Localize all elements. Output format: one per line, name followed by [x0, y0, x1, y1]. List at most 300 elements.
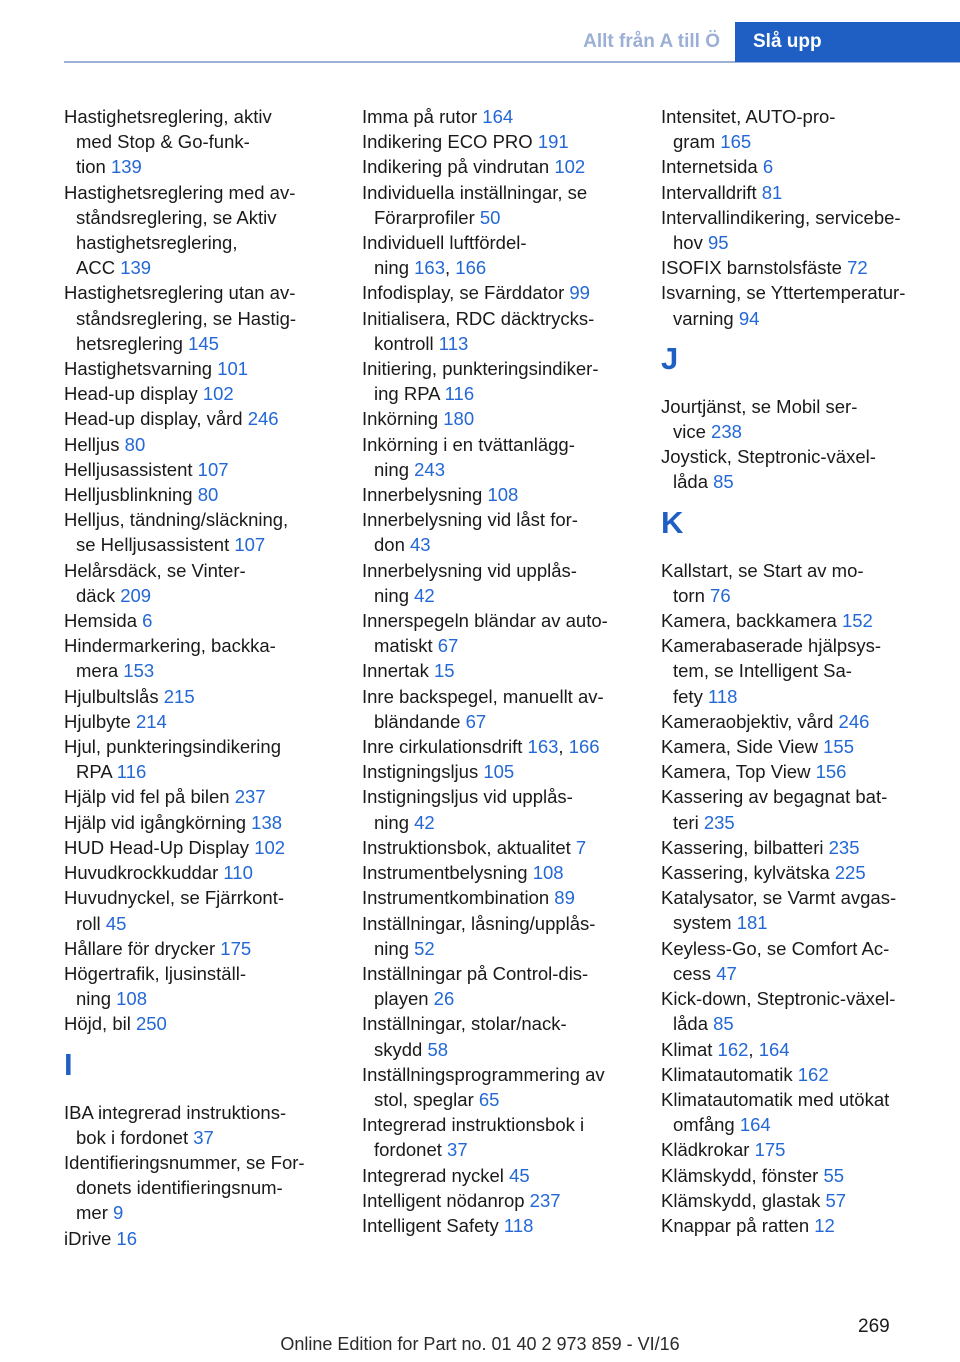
index-entry-text: iDrive	[64, 1227, 112, 1249]
index-entry-text: Innerspegeln bländar av auto-	[362, 610, 608, 632]
index-entry-text: kontroll	[374, 332, 434, 354]
page-reference-link[interactable]: 107	[197, 458, 229, 480]
index-entry-text: ning	[374, 458, 409, 480]
page-reference-link[interactable]: 175	[754, 1139, 786, 1161]
index-entry	[362, 608, 634, 658]
index-entry: Individuell luftfördel- ning 163, 166	[362, 232, 527, 279]
index-entry	[661, 1188, 951, 1213]
index-entry-text: se Helljusassistent	[76, 534, 230, 556]
index-entry	[661, 180, 951, 205]
index-entry-text: Joystick, Steptronic-växel-	[661, 446, 876, 468]
page-reference-link[interactable]: 85	[713, 471, 734, 493]
page-reference-link[interactable]: 116	[444, 383, 475, 405]
index-entry-text: Huvudnyckel, se Fjärrkont-	[64, 887, 285, 909]
index-entry-text: bok i fordonet	[76, 1126, 189, 1148]
index-entry-text: Intensitet, AUTO-pro-	[661, 106, 836, 127]
page-reference-link[interactable]: 55	[823, 1164, 845, 1186]
index-entry-text: Inställningar, stolar/nack-	[362, 1013, 567, 1035]
index-entry	[362, 432, 634, 482]
index-entry-text: Hastighetsreglering, aktiv	[64, 106, 272, 127]
page-reference-link[interactable]: 225	[834, 862, 866, 884]
index-entry-text: Infodisplay, se Färddator	[362, 282, 565, 304]
index-entry	[362, 759, 634, 784]
index-entry-text: don	[374, 534, 405, 556]
index-entry-text: fety	[673, 685, 703, 707]
page-reference-link[interactable]: 101	[217, 358, 249, 380]
index-entry-text: Initiering, punkteringsindiker-	[362, 358, 599, 380]
index-entry-text: Högertrafik, ljusinställ-	[64, 962, 246, 984]
index-entry	[362, 507, 634, 557]
page-reference-link[interactable]: 180	[443, 408, 475, 430]
index-letter-heading: J	[661, 340, 679, 376]
index-entry-text: Innerbelysning vid upplås-	[362, 559, 577, 581]
index-entry	[362, 1213, 634, 1238]
index-entry	[661, 759, 951, 784]
index-entry-text: Head-up display, vård	[64, 408, 243, 430]
index-entry	[64, 684, 336, 709]
index-entry	[64, 1150, 336, 1226]
index-entry	[362, 911, 634, 961]
index-entry	[661, 104, 951, 154]
index-entry-text: mer	[76, 1202, 108, 1224]
page-reference-link[interactable]: 108	[116, 988, 147, 1010]
index-entry	[64, 432, 336, 457]
index-entry-text: Kamera, backkamera	[661, 610, 837, 632]
index-entry	[362, 180, 634, 230]
index-entry	[64, 558, 336, 608]
index-entry-text: cess	[673, 962, 712, 984]
page-reference-link[interactable]: 76	[710, 584, 731, 606]
page-reference-link[interactable]: 166	[568, 736, 600, 758]
index-entry	[362, 835, 634, 860]
index-entry	[362, 482, 634, 507]
index-entry-text: Höjd, bil	[64, 1013, 131, 1035]
page-reference-link[interactable]: 118	[707, 685, 738, 707]
page-reference-link[interactable]: 99	[569, 282, 590, 304]
page-reference-link[interactable]: 72	[847, 257, 868, 279]
page-reference-link[interactable]: 80	[124, 433, 146, 455]
index-entry	[64, 1100, 336, 1150]
page-number: 269	[858, 1316, 890, 1337]
page-reference-link[interactable]: 107	[234, 534, 266, 556]
index-entry-text: teri	[673, 811, 699, 833]
index-entry-text: Individuella inställningar, se	[362, 181, 588, 203]
index-entry	[661, 885, 951, 935]
page-reference-link[interactable]: 52	[414, 937, 435, 959]
index-entry	[362, 406, 634, 431]
index-entry-text: ing RPA	[374, 383, 440, 405]
page-reference-link[interactable]: 81	[761, 181, 783, 203]
index-entry-text: Klädkrokar	[661, 1139, 750, 1161]
page-reference-link[interactable]: 238	[711, 421, 742, 443]
index-entry	[661, 860, 951, 885]
page-reference-link[interactable]: 237	[234, 786, 266, 808]
page-reference-link[interactable]: 163	[414, 257, 445, 279]
index-entry	[64, 810, 336, 835]
index-entry	[64, 457, 336, 482]
index-entry	[362, 280, 634, 305]
index-entry	[64, 709, 336, 734]
index-entry-text: omfång	[673, 1114, 735, 1136]
page-reference-link[interactable]: 58	[427, 1038, 449, 1060]
index-entry	[661, 255, 951, 280]
page-reference-link[interactable]: 113	[438, 332, 469, 354]
index-letter-heading: I	[64, 1046, 73, 1082]
page-reference-link[interactable]: 164	[739, 1114, 771, 1136]
index-entry	[64, 860, 336, 885]
index-entry	[64, 734, 336, 784]
index-entry	[64, 280, 336, 356]
index-entry-text: ISOFIX barnstolsfäste	[661, 257, 842, 279]
index-entry-text: gram	[673, 131, 716, 153]
index-entry-text: Hjulbultslås	[64, 685, 159, 707]
index-column-1	[64, 104, 336, 1251]
index-entry-text: Helljusblinkning	[64, 484, 193, 506]
page-reference-link[interactable]: 165	[720, 131, 752, 153]
index-entry-text: Initialisera, RDC däcktrycks-	[362, 307, 595, 329]
index-entry-text: Integrerad nyckel	[362, 1164, 504, 1186]
page-reference-link[interactable]: 12	[814, 1214, 835, 1236]
index-entry-text: Klämskydd, glastak	[661, 1189, 821, 1211]
index-entry-text: Imma på rutor	[362, 106, 478, 127]
index-entry	[661, 1062, 951, 1087]
page-reference-link[interactable]: 7	[575, 836, 587, 858]
index-entry	[661, 280, 951, 330]
index-entry-text: system	[673, 912, 732, 934]
page-reference-link[interactable]: 6	[762, 156, 774, 178]
index-entry-text: torn	[673, 584, 705, 606]
page-reference-link[interactable]: 85	[713, 1013, 734, 1035]
page-reference-link[interactable]: 215	[163, 685, 195, 707]
page-reference-link[interactable]: 102	[202, 383, 234, 405]
index-entry-text: Inkörning i en tvättanlägg-	[362, 433, 575, 455]
page-reference-link[interactable]: 235	[703, 811, 735, 833]
index-entry-text: Instrumentkombination	[362, 887, 550, 909]
index-entry-text: låda	[673, 1013, 708, 1035]
index-entry-text: Hastighetsreglering med av-	[64, 181, 296, 203]
index-entry	[64, 961, 336, 1011]
page-reference-link[interactable]: 95	[707, 232, 729, 254]
header-tab[interactable]: Slå upp	[735, 22, 960, 62]
page-reference-link[interactable]: 42	[414, 584, 435, 606]
index-entry-text: tem, se Intelligent Sa-	[673, 660, 852, 682]
page-reference-link[interactable]: 102	[254, 836, 286, 858]
index-entry	[64, 936, 336, 961]
index-entry-text: Indikering på vindrutan	[362, 156, 550, 178]
index-entry-text: Instruktionsbok, aktualitet	[362, 836, 571, 858]
index-entry	[661, 154, 951, 179]
page-reference-link[interactable]: 105	[483, 761, 515, 783]
page-reference-link[interactable]: 164	[758, 1038, 790, 1060]
index-entry	[64, 104, 336, 180]
page-reference-link[interactable]: 89	[554, 887, 575, 909]
index-entry-text: Hjälp vid igångkörning	[64, 811, 247, 833]
index-entry	[362, 558, 634, 608]
page-reference-link[interactable]: 94	[738, 307, 760, 329]
index-entry-text: Kassering av begagnat bat-	[661, 786, 888, 808]
index-entry-text: däck	[76, 584, 116, 606]
index-entry-text: HUD Head-Up Display	[64, 836, 250, 858]
index-entry	[362, 154, 634, 179]
index-entry-text: låda	[673, 471, 708, 493]
index-entry-text: Hjul, punkteringsindikering	[64, 736, 281, 758]
index-entry-text: Inre cirkulationsdrift	[362, 736, 523, 758]
page-reference-link[interactable]: 110	[223, 862, 253, 884]
index-entry-text: ståndsreglering, se Aktiv	[76, 206, 277, 228]
index-entry-text: Inställningar på Control-dis-	[362, 962, 589, 984]
index-entry-text: Innerbelysning vid låst for-	[362, 509, 578, 531]
index-entry	[64, 835, 336, 860]
index-entry	[64, 633, 336, 683]
page-reference-link[interactable]: 57	[825, 1189, 847, 1211]
index-entry	[661, 709, 951, 734]
index-entry	[661, 205, 951, 255]
index-entry-text: bländande	[374, 710, 461, 732]
index-entry-text: Head-up display	[64, 383, 198, 405]
page-reference-link[interactable]: 118	[503, 1214, 534, 1236]
page-reference-link[interactable]: 156	[815, 761, 847, 783]
footer-edition: Online Edition for Part no. 01 40 2 973 859 - VI/16	[280, 1334, 680, 1354]
index-entry-text: Identifieringsnummer, se For-	[64, 1151, 305, 1173]
index-entry	[362, 961, 634, 1011]
index-entry	[64, 885, 336, 935]
index-entry	[362, 104, 634, 129]
page-reference-link[interactable]: 164	[482, 106, 514, 127]
index-entry	[661, 633, 951, 709]
index-entry	[64, 406, 336, 431]
index-entry-text: ning	[374, 937, 409, 959]
index-entry-text: Inkörning	[362, 408, 439, 430]
index-entry-text: donets identifieringsnum-	[76, 1177, 283, 1199]
index-entry-text: playen	[374, 988, 429, 1010]
page-reference-link[interactable]: 246	[838, 710, 870, 732]
index-entry-text: Inställningsprogrammering av	[362, 1063, 605, 1085]
index-entry-text: Katalysator, se Varmt avgas-	[661, 887, 897, 909]
page-reference-link[interactable]: 45	[509, 1164, 530, 1186]
page-reference-link[interactable]: 155	[823, 736, 855, 758]
index-column-2	[362, 104, 634, 1238]
page-reference-link[interactable]: 42	[414, 811, 435, 833]
index-entry-text: roll	[76, 912, 101, 934]
index-entry	[661, 784, 951, 834]
page-reference-link[interactable]: 181	[736, 912, 768, 934]
page-reference-link[interactable]: 237	[529, 1189, 561, 1211]
index-letter-heading: K	[661, 504, 684, 540]
index-entry	[64, 784, 336, 809]
index-entry-text: Kassering, bilbatteri	[661, 836, 824, 858]
index-entry	[661, 394, 951, 444]
page-reference-link[interactable]: 108	[487, 484, 519, 506]
page-reference-link[interactable]: 235	[828, 836, 860, 858]
index-entry-text: Huvudkrockkuddar	[64, 862, 219, 884]
index-entry-text: ning	[374, 584, 409, 606]
index-entry-text: Intelligent Safety	[362, 1214, 499, 1236]
page-reference-link[interactable]: 67	[437, 635, 459, 657]
page-reference-link[interactable]: 166	[455, 257, 487, 279]
page-reference-link[interactable]: 102	[554, 156, 586, 178]
index-entry	[661, 608, 951, 633]
index-entry	[661, 1163, 951, 1188]
index-entry-text: Hastighetsreglering utan av-	[64, 282, 296, 304]
page-reference-link[interactable]: 50	[479, 206, 501, 228]
index-entry: Klimat 162, 164	[661, 1038, 790, 1060]
index-entry	[64, 381, 336, 406]
index-entry	[64, 1226, 336, 1251]
index-entry-text: Helljus, tändning/släckning,	[64, 509, 289, 531]
index-entry-text: ning	[374, 811, 409, 833]
index-entry-text: Innertak	[362, 660, 429, 682]
index-entry	[64, 1011, 336, 1036]
page-reference-link[interactable]: 47	[716, 962, 737, 984]
index-entry-text: Klimatautomatik med utökat	[661, 1088, 890, 1110]
index-entry-text: Hjälp vid fel på bilen	[64, 786, 230, 808]
index-entry-text: Hindermarkering, backka-	[64, 635, 276, 657]
index-entry-text: Instrumentbelysning	[362, 862, 528, 884]
index-entry-text: Hemsida	[64, 610, 137, 632]
page-reference-link[interactable]: 37	[193, 1126, 214, 1148]
index-entry-text: Hållare för drycker	[64, 937, 216, 959]
index-entry-text: Kallstart, se Start av mo-	[661, 559, 864, 581]
index-entry	[661, 444, 951, 494]
page-reference-link[interactable]: 116	[116, 761, 147, 783]
index-entry-text: RPA	[76, 761, 112, 783]
index-entry-text: Förarprofiler	[374, 206, 475, 228]
index-entry-text: skydd	[374, 1038, 423, 1060]
page-reference-link[interactable]: 138	[251, 811, 283, 833]
page-reference-link[interactable]: 37	[447, 1139, 468, 1161]
page-reference-link[interactable]: 163	[527, 736, 559, 758]
page-reference-link[interactable]: 139	[120, 257, 152, 279]
index-entry-text: Intelligent nödanrop	[362, 1189, 525, 1211]
index-entry-text: Inre backspegel, manuellt av-	[362, 685, 604, 707]
index-entry	[64, 507, 336, 557]
index-entry-text: vice	[673, 421, 706, 443]
index-entry-text: hetsreglering	[76, 332, 183, 354]
index-entry-text: mera	[76, 660, 119, 682]
index-entry-text: Indikering ECO PRO	[362, 131, 533, 153]
header-section-title: Allt från A till Ö	[583, 31, 720, 52]
page-reference-link[interactable]: 80	[197, 484, 219, 506]
index-entry	[661, 835, 951, 860]
page-reference-link[interactable]: 246	[247, 408, 279, 430]
index-entry-text: fordonet	[374, 1139, 442, 1161]
index-entry-text: Individuell luftfördel-	[362, 232, 527, 254]
index-entry-text: Isvarning, se Yttertemperatur-	[661, 282, 906, 304]
index-entry-text: Inställningar, låsning/upplås-	[362, 912, 596, 934]
index-entry-text: ACC	[76, 257, 116, 279]
index-entry	[64, 608, 336, 633]
page-reference-link[interactable]: 152	[841, 610, 873, 632]
index-entry-text: Kamera, Top View	[661, 761, 811, 783]
index-entry	[362, 658, 634, 683]
page-reference-link[interactable]: 209	[120, 584, 152, 606]
index-entry	[64, 356, 336, 381]
index-entry-text: Hjulbyte	[64, 710, 131, 732]
index-entry-text: Hastighetsvarning	[64, 358, 213, 380]
index-entry	[362, 1112, 634, 1162]
index-entry	[362, 129, 634, 154]
page-reference-link[interactable]: 162	[797, 1063, 829, 1085]
page-reference-link[interactable]: 9	[113, 1202, 124, 1224]
page-reference-link[interactable]: 45	[105, 912, 127, 934]
page-reference-link[interactable]: 139	[110, 156, 142, 178]
index-entry-text: ning	[374, 257, 409, 279]
page-reference-link[interactable]: 26	[433, 988, 455, 1010]
index-entry	[362, 860, 634, 885]
index-entry-text: Knappar på ratten	[661, 1214, 810, 1236]
index-entry-text: Internetsida	[661, 156, 758, 178]
index-entry: Inre cirkulationsdrift 163, 166	[362, 736, 600, 758]
index-entry-text: ståndsreglering, se Hastig-	[76, 307, 297, 329]
page-reference-link[interactable]: 162	[717, 1038, 749, 1060]
index-entry	[661, 986, 951, 1036]
index-entry-text: matiskt	[374, 635, 433, 657]
page-reference-link[interactable]: 145	[188, 332, 219, 354]
index-entry	[362, 684, 634, 734]
index-entry	[64, 482, 336, 507]
page-reference-link[interactable]: 214	[135, 710, 167, 732]
page-reference-link[interactable]: 153	[123, 660, 155, 682]
index-entry-text: Instigningsljus	[362, 761, 479, 783]
index-entry	[661, 1137, 951, 1162]
index-entry-text: Keyless-Go, se Comfort Ac-	[661, 937, 890, 959]
index-entry-text: Innerbelysning	[362, 484, 483, 506]
index-entry	[661, 734, 951, 759]
index-entry-text: Helårsdäck, se Vinter-	[64, 559, 246, 581]
index-entry-text: Kamera, Side View	[661, 736, 818, 758]
index-entry	[362, 784, 634, 834]
index-entry	[362, 1062, 634, 1112]
page-reference-link[interactable]: 175	[220, 937, 252, 959]
page-reference-link[interactable]: 16	[116, 1227, 137, 1249]
index-entry	[362, 306, 634, 356]
index-entry-text: Klämskydd, fönster	[661, 1164, 819, 1186]
index-entry-text: Kassering, kylvätska	[661, 862, 830, 884]
index-entry	[362, 885, 634, 910]
index-entry-text: med Stop & Go-funk-	[76, 131, 250, 153]
index-entry-text: Instigningsljus vid upplås-	[362, 786, 573, 808]
index-entry	[362, 1188, 634, 1213]
page-reference-link[interactable]: 243	[414, 458, 445, 480]
index-entry-text: Kameraobjektiv, vård	[661, 710, 834, 732]
index-entry-text: Kick-down, Steptronic-växel-	[661, 988, 896, 1010]
page-reference-link[interactable]: 250	[135, 1013, 167, 1035]
index-entry-text: hastighetsreglering,	[76, 232, 238, 254]
index-entry-text: Jourtjänst, se Mobil ser-	[661, 395, 858, 417]
index-entry-text: IBA integrerad instruktions-	[64, 1101, 287, 1123]
index-entry-text: Intervalldrift	[661, 181, 757, 203]
page-reference-link[interactable]: 6	[142, 610, 153, 632]
index-entry-text: stol, speglar	[374, 1088, 474, 1110]
page-reference-link[interactable]: 65	[478, 1088, 500, 1110]
index-entry-text: Helljusassistent	[64, 458, 193, 480]
page-reference-link[interactable]: 15	[434, 660, 455, 682]
page-reference-link[interactable]: 191	[537, 131, 569, 153]
index-entry-text: Klimat	[661, 1038, 713, 1060]
index-entry	[661, 1213, 951, 1238]
page-reference-link[interactable]: 108	[532, 862, 564, 884]
page-reference-link[interactable]: 67	[465, 710, 487, 732]
page-reference-link[interactable]: 43	[410, 534, 431, 556]
index-entry-text: Kamerabaserade hjälpsys-	[661, 635, 882, 657]
index-entry	[661, 936, 951, 986]
index-entry-text: hov	[673, 232, 703, 254]
index-entry	[661, 558, 951, 608]
index-entry	[362, 1163, 634, 1188]
index-entry-text: tion	[76, 156, 106, 178]
index-entry	[661, 1087, 951, 1137]
index-entry-text: Helljus	[64, 433, 120, 455]
